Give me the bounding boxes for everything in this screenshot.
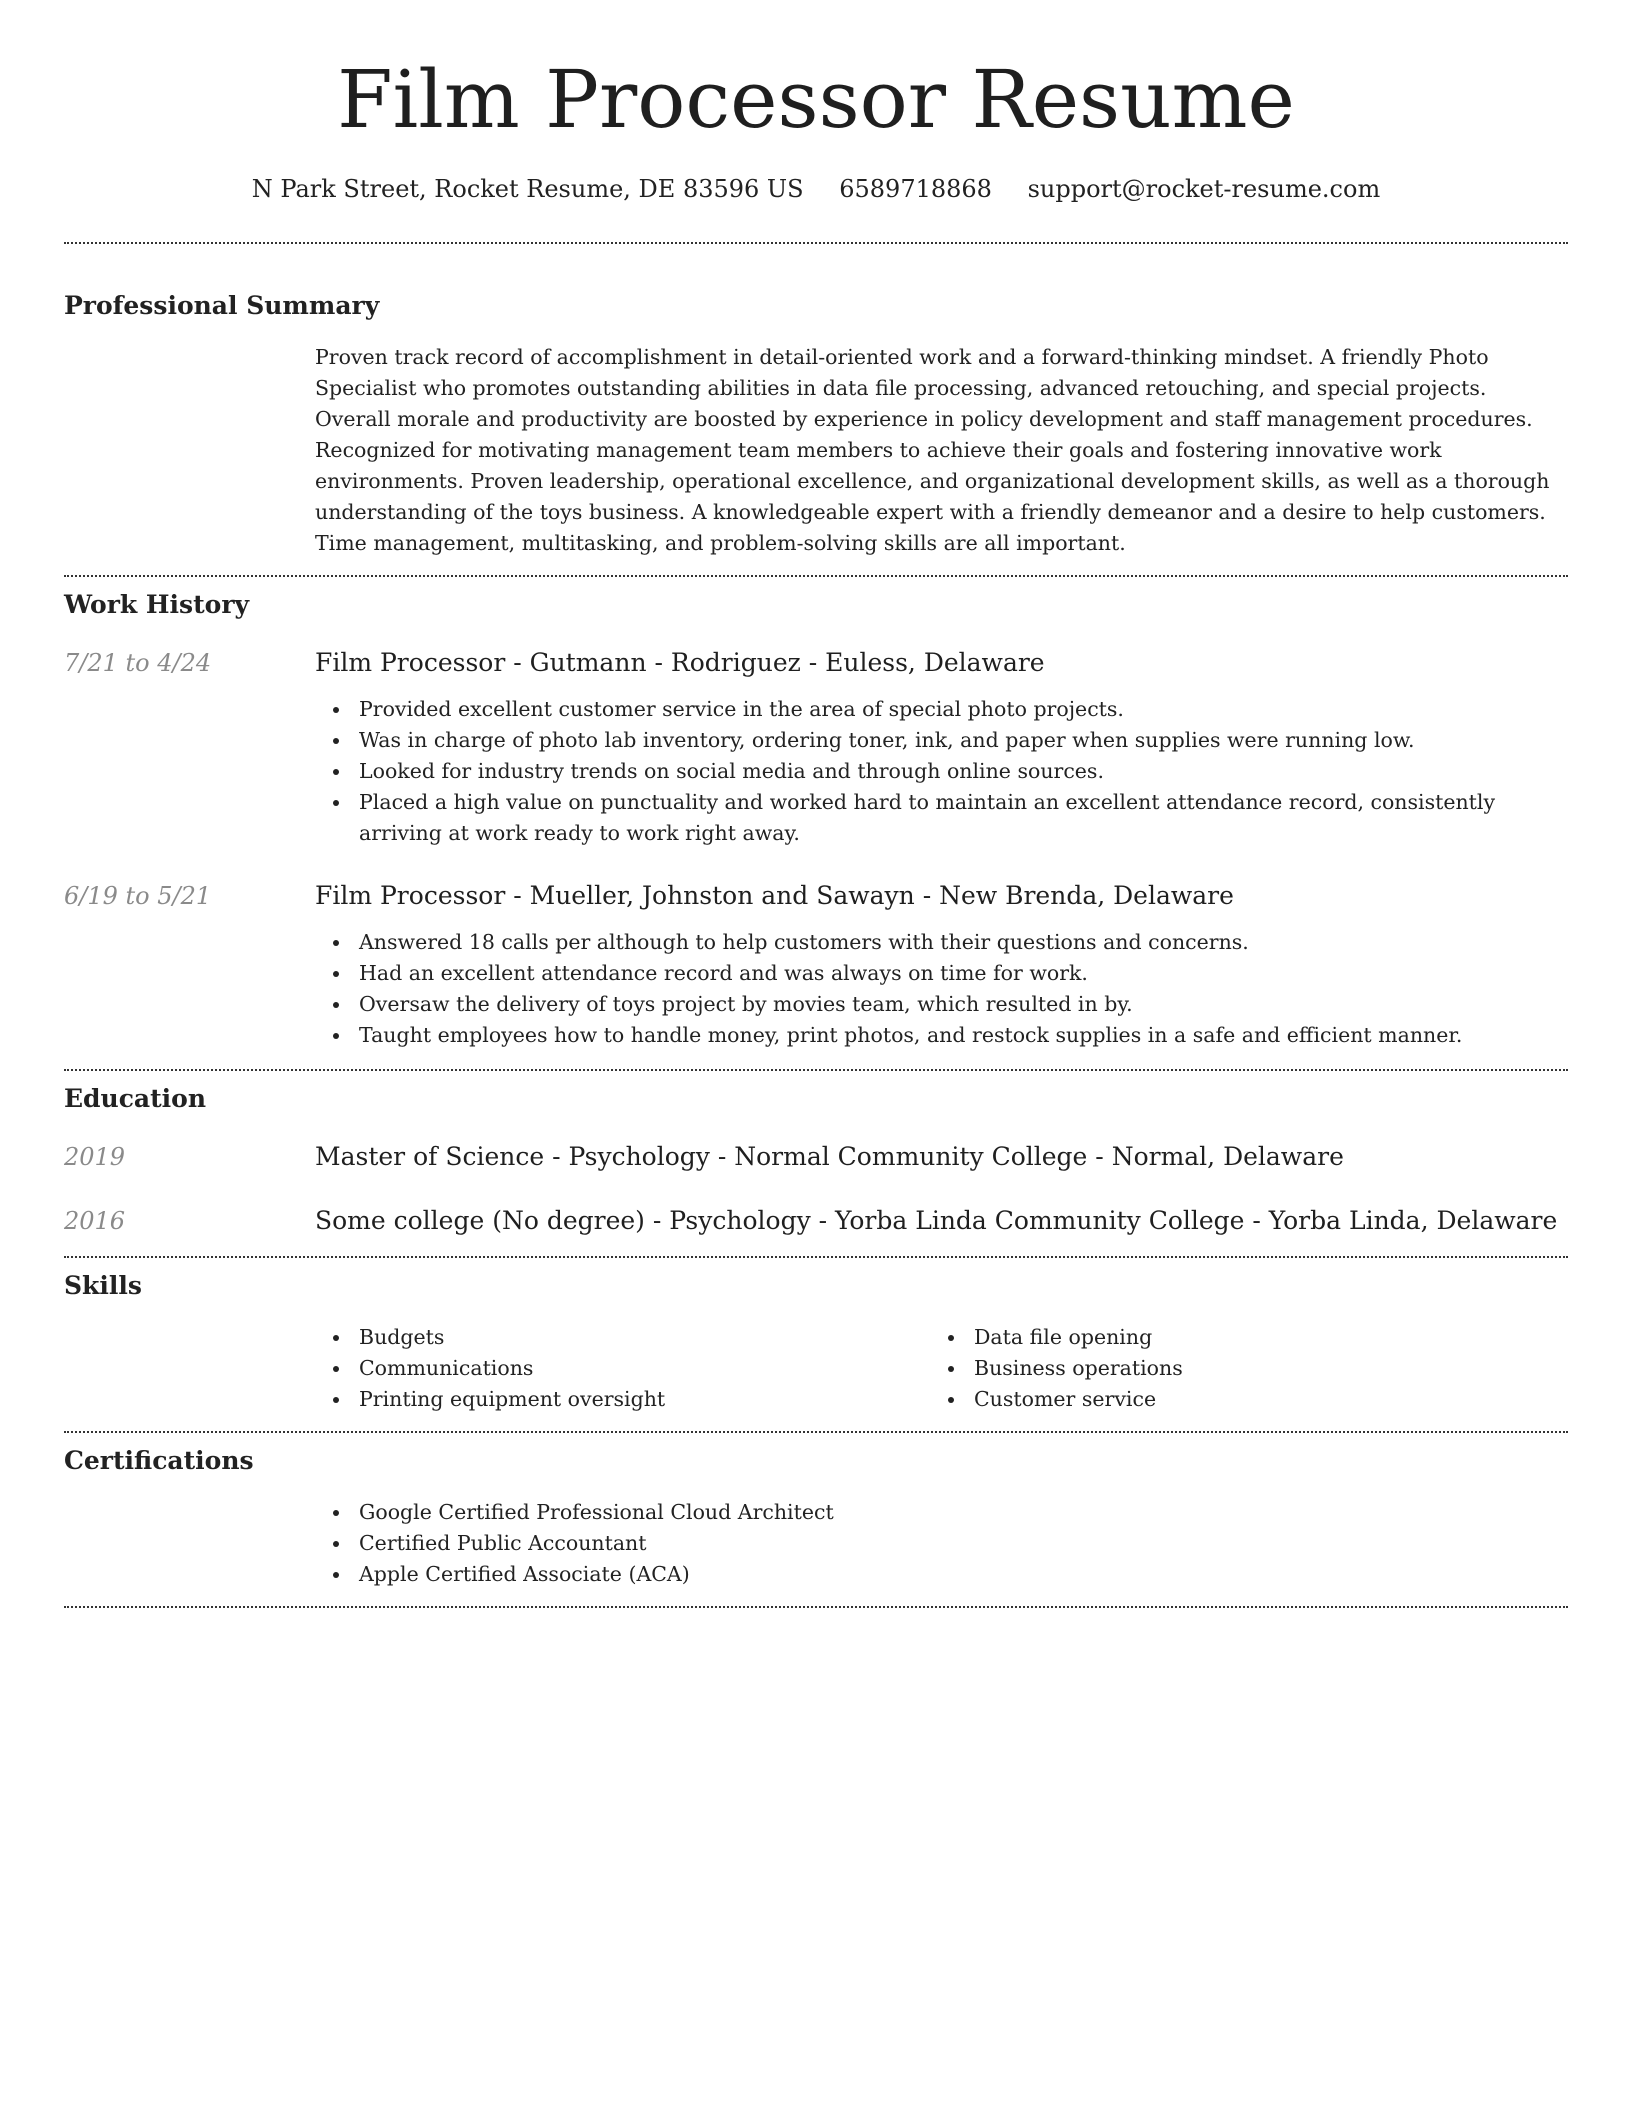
list-item: Oversaw the delivery of toys project by movies team, which resulted in by. <box>315 989 1568 1020</box>
certifications-heading: Certifications <box>64 1446 254 1475</box>
certification-item: Apple Certified Associate (ACA) <box>315 1559 1568 1590</box>
skill-item: Printing equipment oversight <box>315 1384 930 1415</box>
job-dates: 7/21 to 4/24 <box>64 649 212 677</box>
contact-line <box>64 172 1568 206</box>
list-item: Had an excellent attendance record and was always on time for work. <box>315 958 1568 989</box>
skill-item: Data file opening <box>930 1322 1545 1353</box>
job-heading: Film Processor - Mueller, Johnston and Sawayn - New Brenda, Delaware <box>315 881 1234 910</box>
skill-item: Communications <box>315 1353 930 1384</box>
work-history-heading: Work History <box>64 590 250 619</box>
job-bullets <box>315 927 1568 1051</box>
skill-item: Business operations <box>930 1353 1545 1384</box>
skills-columns <box>315 1322 1568 1415</box>
job-dates: 6/19 to 5/21 <box>64 882 212 910</box>
education-heading-text: Master of Science - Psychology - Normal Community College - Normal, Delaware <box>315 1142 1344 1171</box>
resume-title: Film Processor Resume <box>337 53 1295 146</box>
education-year: 2016 <box>64 1207 126 1235</box>
list-item: Provided excellent customer service in the area of special photo projects. <box>315 694 1568 725</box>
job-entry <box>64 879 1568 1051</box>
education-entry <box>64 1140 1568 1174</box>
certifications-section <box>64 1433 1568 1606</box>
summary-section <box>64 244 1568 575</box>
skills-heading: Skills <box>64 1271 142 1300</box>
list-item: Answered 18 calls per although to help customers with their questions and concerns. <box>315 927 1568 958</box>
contact-address: N Park Street, Rocket Resume, DE 83596 US <box>251 175 804 203</box>
certifications-list <box>315 1497 1568 1590</box>
skill-item: Budgets <box>315 1322 930 1353</box>
list-item: Placed a high value on punctuality and worked hard to maintain an excellent attendance record, consistently arriving at work ready to work right away. <box>315 787 1568 849</box>
certification-item: Google Certified Professional Cloud Architect <box>315 1497 1568 1528</box>
skills-section <box>64 1258 1568 1431</box>
contact-email: support@rocket-resume.com <box>1027 175 1381 203</box>
education-heading-text: Some college (No degree) - Psychology - Yorba Linda Community College - Yorba Linda, Delaware <box>315 1206 1558 1235</box>
list-item: Was in charge of photo lab inventory, ordering toner, ink, and paper when supplies were running low. <box>315 725 1568 756</box>
job-heading: Film Processor - Gutmann - Rodriguez - Euless, Delaware <box>315 648 1045 677</box>
skills-list-right <box>930 1322 1545 1415</box>
education-year: 2019 <box>64 1143 126 1171</box>
job-bullets <box>315 694 1568 849</box>
certification-item: Certified Public Accountant <box>315 1528 1568 1559</box>
summary-text: Proven track record of accomplishment in detail-oriented work and a forward-thinking mindset. A friendly Photo Specialist who promotes outstanding abilities in data file processing, advanced retouching, and special projects. Overall morale and productivity are boosted by experience in policy development and staff management procedures. Recognized for motivating management team members to achieve their goals and fostering innovative work environments. Proven leadership, operational excellence, and organizational development skills, as well as a thorough understanding of the toys business. A knowledgeable expert with a friendly demeanor and a desire to help customers. Time management, multitasking, and problem-solving skills are all important. <box>315 345 1550 555</box>
education-section <box>64 1071 1568 1256</box>
contact-phone: 6589718868 <box>839 175 992 203</box>
job-entry <box>64 646 1568 849</box>
summary-heading: Professional Summary <box>64 291 380 320</box>
education-entry <box>64 1204 1568 1238</box>
divider <box>64 1606 1568 1608</box>
work-history-section <box>64 577 1568 1069</box>
education-heading: Education <box>64 1084 207 1113</box>
skills-list-left <box>315 1322 930 1415</box>
list-item: Looked for industry trends on social media and through online sources. <box>315 756 1568 787</box>
list-item: Taught employees how to handle money, print photos, and restock supplies in a safe and efficient manner. <box>315 1020 1568 1051</box>
skill-item: Customer service <box>930 1384 1545 1415</box>
resume-page <box>64 0 1568 1608</box>
